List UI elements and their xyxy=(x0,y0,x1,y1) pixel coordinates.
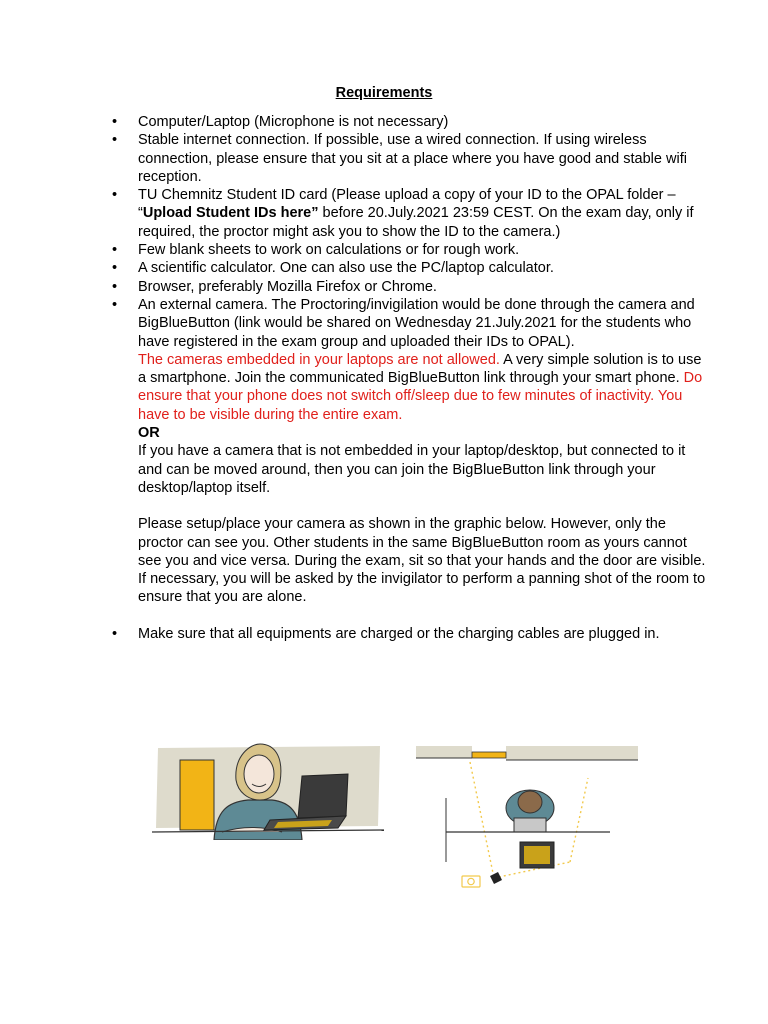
camera-instructions xyxy=(138,351,712,424)
wall-top-left xyxy=(416,746,472,758)
bullet: • xyxy=(112,260,118,277)
list-item xyxy=(112,259,712,277)
camera-icon xyxy=(490,872,502,884)
wall-top-right xyxy=(506,746,638,760)
door xyxy=(180,760,214,830)
item-text-before: TU Chemnitz Student ID card (Please upload a copy of your ID to the OPAL folder – “ xyxy=(138,187,676,222)
page-title: Requirements xyxy=(335,85,433,101)
warning-text: The cameras embedded in your laptops are not allowed. xyxy=(138,351,500,368)
or-label: OR xyxy=(138,425,160,442)
list-item xyxy=(112,278,712,296)
list-item xyxy=(112,625,712,643)
list-item xyxy=(112,131,712,186)
setup-text: Please setup/place your camera as shown in the graphic below. However, only the proctor can see you. Other students in the same BigBlueButton room as yours cannot see you and vice versa. During the exam, sit so that your hands and the door are visible. If necessary, you will be asked by the invigilator to perform a panning shot of the room to ensure that you are alone. xyxy=(138,516,706,606)
requirements-list xyxy=(112,113,712,643)
item-text: Make sure that all equipments are charged or the charging cables are plugged in. xyxy=(138,625,660,642)
item-text: A scientific calculator. One can also use the PC/laptop calculator. xyxy=(138,260,554,277)
item-text: Stable internet connection. If possible, use a wired connection. If using wireless connection, please ensure that you sit at a place where you have good and stable wifi reception. xyxy=(138,132,687,185)
bullet: • xyxy=(112,132,118,149)
warning-text: Do ensure that your phone does not switch off/sleep due to few minutes of inactivity. You have to be visible during the entire exam. xyxy=(138,370,703,423)
item-text xyxy=(138,186,712,241)
smartphone-text: A very simple solution is to use a smartphone. Join the communicated BigBlueButton link through your smart phone. xyxy=(138,351,702,387)
item-text-after: before 20.July.2021 23:59 CEST. On the exam day, only if required, the proctor might ask you to show the ID to the camera.) xyxy=(138,205,694,240)
bullet: • xyxy=(112,296,118,313)
door-top xyxy=(472,752,506,758)
list-item-camera xyxy=(112,296,712,607)
list-item xyxy=(112,241,712,259)
item-text: An external camera. The Proctoring/invigilation would be done through the camera and BigBlueButton (link would be shared on Wednesday 21.July.2021 for the students who have registered in the exam group and uploaded their IDs to OPAL). xyxy=(138,296,695,350)
illustration-person-laptop xyxy=(152,740,384,840)
bullet: • xyxy=(112,187,118,204)
opal-folder-name: Upload Student IDs here” xyxy=(142,205,319,222)
camera-symbol-icon xyxy=(462,876,480,887)
item-text: Few blank sheets to work on calculations or for rough work. xyxy=(138,242,520,259)
bullet: • xyxy=(112,278,118,295)
laptop-top xyxy=(520,842,554,868)
list-item xyxy=(112,113,712,131)
item-text: Browser, preferably Mozilla Firefox or Chrome. xyxy=(138,278,437,295)
alternative-text: If you have a camera that is not embedded in your laptop/desktop, but connected to it and can be moved around, then you can join the BigBlueButton link through your desktop/laptop itself. xyxy=(138,443,686,496)
person-top xyxy=(506,790,554,832)
illustration-top-view xyxy=(410,738,642,892)
item-text: Computer/Laptop (Microphone is not necessary) xyxy=(138,114,449,130)
list-item xyxy=(112,186,712,241)
bullet: • xyxy=(112,625,118,642)
bullet: • xyxy=(112,114,118,130)
bullet: • xyxy=(112,242,118,259)
